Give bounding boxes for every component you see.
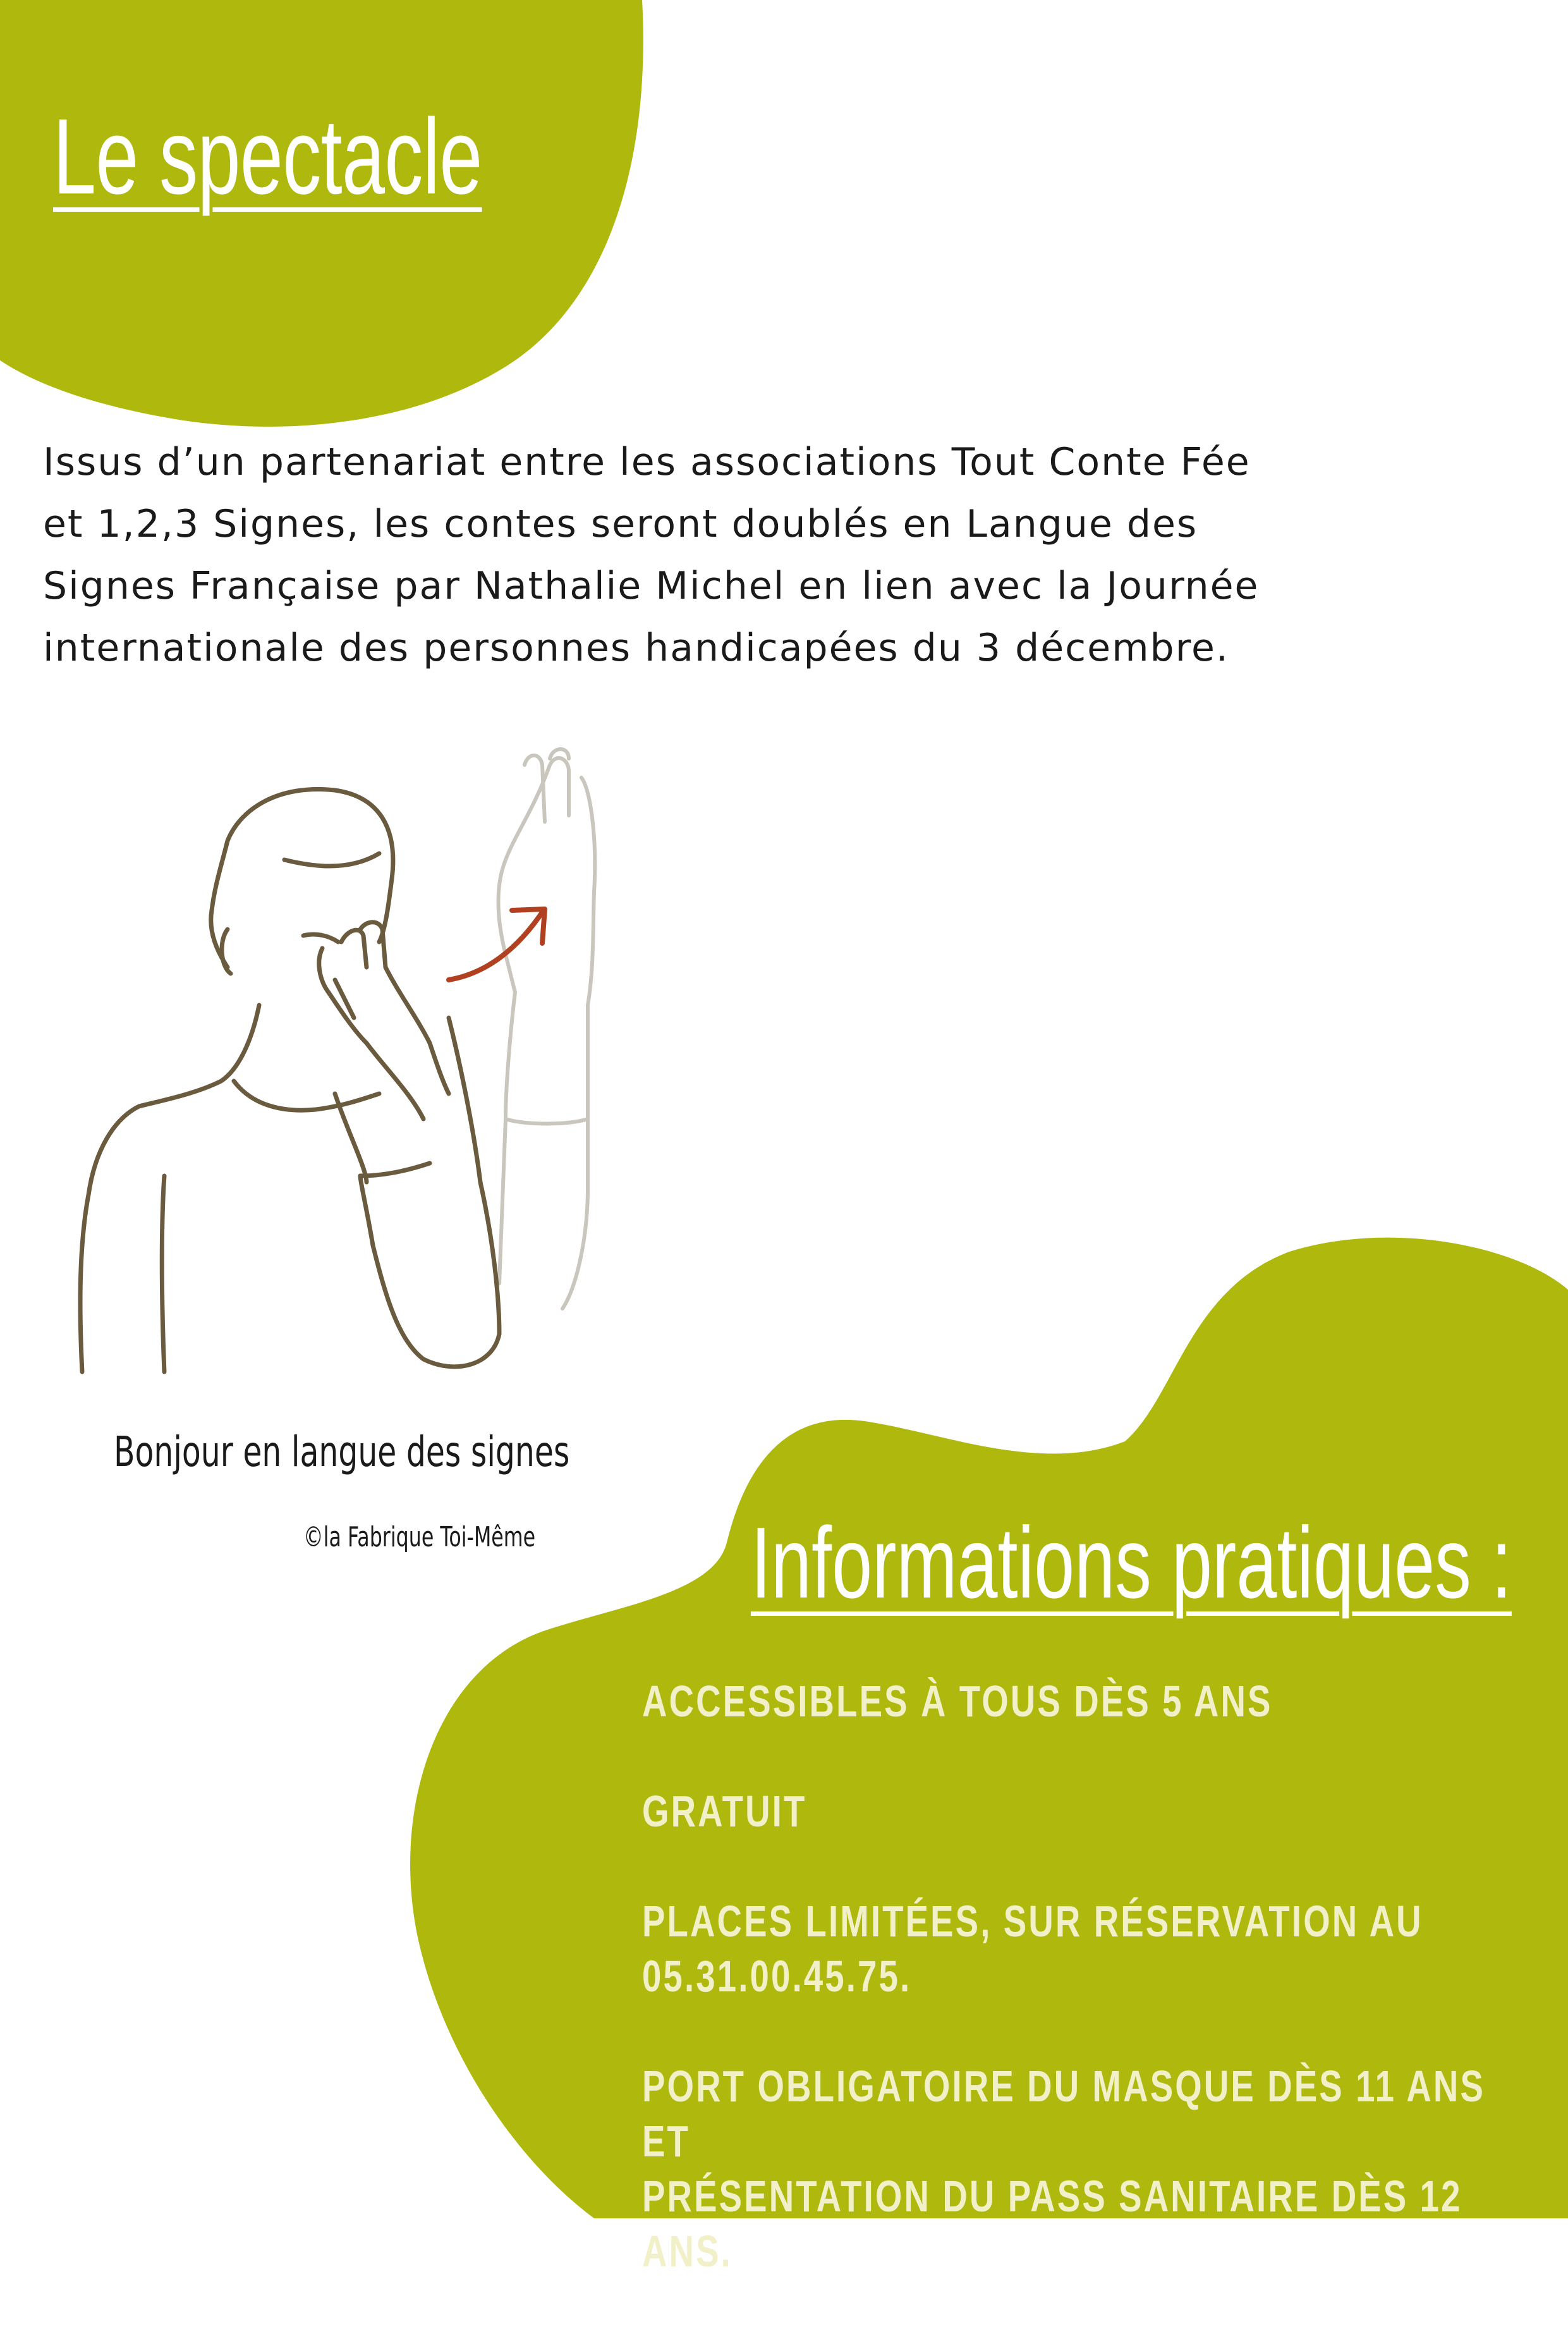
info-line: PLACES LIMITÉES, SUR RÉSERVATION AU [642, 1897, 1423, 1946]
intro-line: Issus d’un partenariat entre les associations Tout Conte Fée [43, 440, 1251, 484]
info-item-health [642, 2059, 1540, 2279]
info-line: GRATUIT [642, 1787, 807, 1836]
intro-paragraph [43, 431, 1509, 679]
sign-language-illustration [70, 740, 638, 1410]
info-list [642, 1674, 1540, 2334]
intro-line: Signes Française par Nathalie Michel en lien avec la Journée [43, 564, 1260, 608]
info-phone: 05.31.00.45.75. [642, 1952, 912, 2001]
info-item-price [642, 1784, 1540, 1839]
info-title: Informations pratiques : [751, 1506, 1512, 1619]
illustration-caption: Bonjour en langue des signes [114, 1427, 570, 1476]
info-item-booking [642, 1894, 1540, 2004]
illustration-credit: ©la Fabrique Toi-Même [303, 1521, 536, 1553]
info-line: PRÉSENTATION DU PASS SANITAIRE DÈS 12 ANS. [642, 2172, 1462, 2276]
info-item-age [642, 1674, 1540, 1729]
info-line: ACCESSIBLES À TOUS DÈS 5 ANS [642, 1677, 1273, 1726]
info-line: PORT OBLIGATOIRE DU MASQUE DÈS 11 ANS ET [642, 2062, 1486, 2166]
section-title: Le spectacle [53, 97, 482, 217]
intro-line: internationale des personnes handicapées du 3 décembre. [43, 626, 1229, 670]
intro-line: et 1,2,3 Signes, les contes seront doublés en Langue des [43, 502, 1198, 546]
